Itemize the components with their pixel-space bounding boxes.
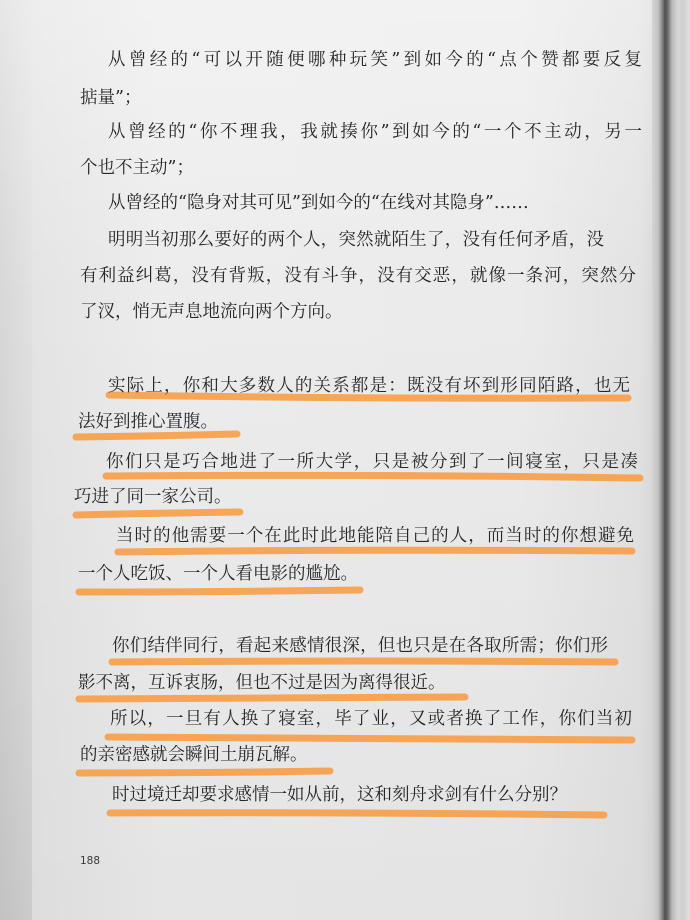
text-line: 所以，一旦有人换了寝室，毕了业，又或者换了工作，你们当初 [110,709,632,729]
text-line: 法好到推心置腹。 [78,412,218,432]
highlight-underline [79,590,360,592]
text-line: 巧进了同一家公司。 [74,487,232,507]
highlight-underline [118,550,632,552]
text-line: 一个人吃饭、一个人看电影的尴尬。 [78,564,358,584]
highlight-underline [112,661,615,662]
text-line: 个也不主动”； [80,158,194,178]
text-line: 你们只是巧合地进了一所大学，只是被分到了一间寝室，只是凑 [106,452,638,472]
text-line: 你们结伴同行，看起来感情很深，但也只是在各取所需；你们形 [112,636,608,656]
highlight-underline [76,512,240,515]
text-line: 从曾经的“隐身对其可见”到如今的“在线对其隐身”…… [108,193,529,213]
text-line: 时过境迁却要求感情一如从前，这和刻舟求剑有什么分别？ [112,785,567,805]
text-line: 明明当初那么要好的两个人，突然就陌生了，没有任何矛盾，没 [108,230,604,250]
highlight-underline [108,737,632,740]
text-line: 当时的他需要一个在此时此地能陪自己的人，而当时的你想避免 [116,526,634,546]
text-line: 影不离，互诉衷肠，但也不过是因为离得很近。 [78,673,446,693]
highlight-underline [79,697,465,699]
text-line: 的亲密感就会瞬间土崩瓦解。 [80,745,308,765]
text-line: 实际上，你和大多数人的关系都是：既没有坏到形同陌路，也无 [108,376,630,396]
highlight-underline [110,813,604,815]
page-number: 188 [80,855,101,867]
text-line: 从曾经的“可以开随便哪种玩笑”到如今的“点个赞都要反复 [108,50,642,70]
text-line: 掂量”； [80,88,142,108]
text-line: 从曾经的“你不理我，我就揍你”到如今的“一个不主动，另一 [108,122,642,142]
highlight-underline [76,434,237,437]
text-line: 有利益纠葛，没有背叛，没有斗争，没有交恶，就像一条河，突然分 [80,266,636,286]
highlight-underline [106,475,640,478]
highlight-underline [79,771,330,773]
text-line: 了汊，悄无声息地流向两个方向。 [80,302,343,322]
